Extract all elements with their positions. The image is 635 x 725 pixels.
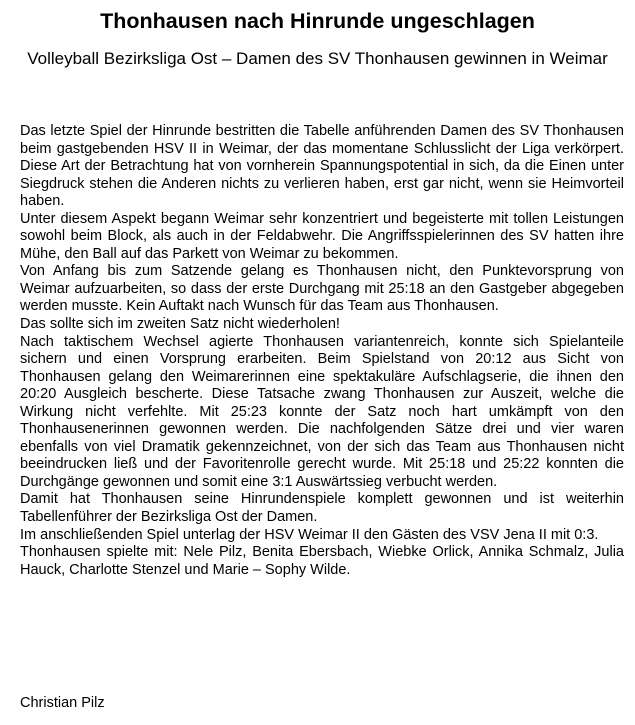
- article-paragraph: Unter diesem Aspekt begann Weimar sehr konzentriert und begeisterte mit tollen Leistungen sowohl beim Block, als auch in der Feldabwehr. Die Angriffsspielerinnen des SV hatten ihre Mühe, den Ball auf das Parkett von Weimar zu bekommen.: [20, 210, 624, 262]
- article-body: [20, 123, 624, 579]
- article-paragraph: Nach taktischem Wechsel agierte Thonhausen variantenreich, konnte sich Spielanteile sichern und einen Vorsprung erarbeiten. Beim Spielstand von 20:12 aus Sicht von Thonhausen gelang den Weimarerinnen eine spektakuläre Aufschlagserie, die ihnen den 20:20 Ausgleich bescherte. Diese Tatsache zwang Thonhausen zur Auszeit, welche die Wirkung nicht verfehlte. Mit 25:23 konnte der Satz noch hart umkämpft von den Thonhausenerinnen gewonnen werden. Die nachfolgenden Sätze drei und vier waren ebenfalls von viel Dramatik gekennzeichnet, von der sich das Team aus Thonhausen nicht beeindrucken ließ und der Favoritenrolle gerecht wurde. Mit 25:18 und 25:22 konnten die Durchgänge gewonnen und somit eine 3:1 Auswärtssieg verbucht werden.: [20, 333, 624, 490]
- article-subheadline: Volleyball Bezirksliga Ost – Damen des SV Thonhausen gewinnen in Weimar: [27, 49, 608, 68]
- article-paragraph: Thonhausen spielte mit: Nele Pilz, Benita Ebersbach, Wiebke Orlick, Annika Schmalz, Julia Hauck, Charlotte Stenzel und Marie – Sophy Wilde.: [20, 544, 624, 578]
- article-paragraph: Im anschließenden Spiel unterlag der HSV Weimar II den Gästen des VSV Jena II mit 0:3.: [20, 526, 599, 543]
- article-paragraph: Das letzte Spiel der Hinrunde bestritten die Tabelle anführenden Damen des SV Thonhausen beim gastgebenden HSV II in Weimar, der das momentane Schlusslicht der Liga verkörpert. Diese Art der Betrachtung hat von vornherein Spannungspotential in sich, da die Einen unter Siegdruck stehen die Anderen nichts zu verlieren haben, erst gar nicht, wenn sie Heimvorteil haben.: [20, 123, 624, 210]
- article-headline: Thonhausen nach Hinrunde ungeschlagen: [100, 9, 535, 33]
- article-paragraph: Von Anfang bis zum Satzende gelang es Thonhausen nicht, den Punktevorsprung von Weimar aufzuarbeiten, so dass der erste Durchgang mit 25:18 an den Gastgeber abgegeben werden musste. Kein Auftakt nach Wunsch für das Team aus Thonhausen.: [20, 263, 624, 315]
- article-author: Christian Pilz: [20, 695, 105, 711]
- article-paragraph: Damit hat Thonhausen seine Hinrundenspiele komplett gewonnen und ist weiterhin Tabellenführer der Bezirksliga Ost der Damen.: [20, 491, 624, 526]
- article-paragraph: Das sollte sich im zweiten Satz nicht wiederholen!: [20, 316, 340, 333]
